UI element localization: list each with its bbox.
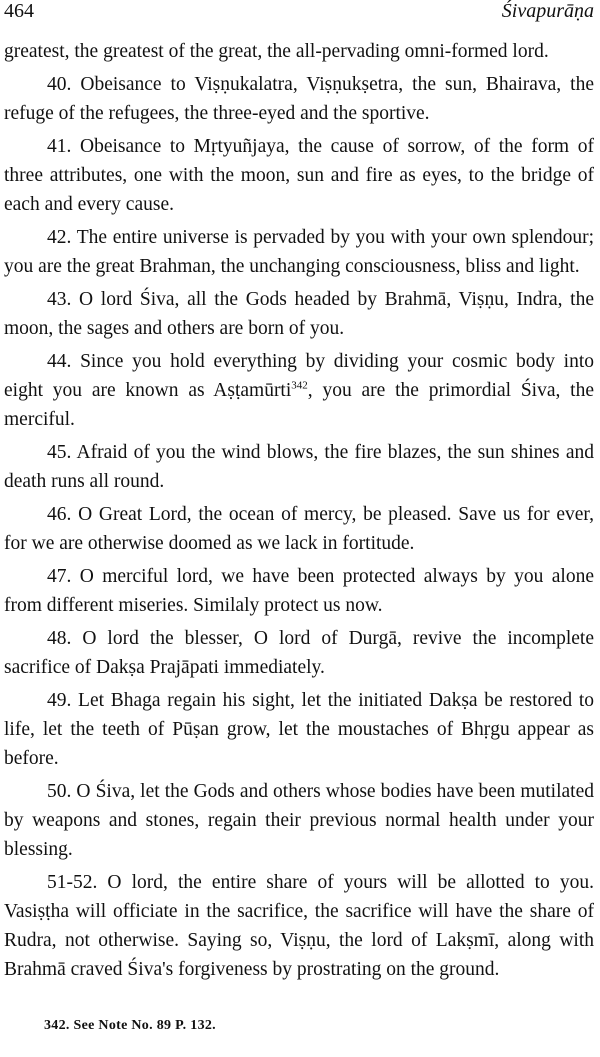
verse-44-text-end: , you are the primordial Śiva, the merciful. xyxy=(4,380,594,430)
verse-50: 50. O Śiva, let the Gods and others whose bodies have been mutilated by weapons and stones, regain their previous normal health under your blessing. xyxy=(4,781,594,860)
paragraph-continuation: greatest, the greatest of the great, the all-pervading omni-formed lord. xyxy=(4,41,549,62)
footnote: 342. See Note No. 89 P. 132. xyxy=(44,1018,216,1033)
verse-40: 40. Obeisance to Viṣṇukalatra, Viṣṇukṣetra, the sun, Bhairava, the refuge of the refugees, the three-eyed and the sportive. xyxy=(4,74,594,124)
verse-42: 42. The entire universe is pervaded by you with your own splendour; you are the great Brahman, the unchanging consciousness, bliss and light. xyxy=(4,227,594,277)
verse-41: 41. Obeisance to Mṛtyuñjaya, the cause of sorrow, of the form of three attributes, one with the moon, sun and fire as eyes, to the bridge of each and every cause. xyxy=(4,136,594,215)
verse-47: 47. O merciful lord, we have been protected always by you alone from different miseries. Similaly protect us now. xyxy=(4,566,594,616)
verse-46: 46. O Great Lord, the ocean of mercy, be pleased. Save us for ever, for we are otherwise doomed as we lack in fortitude. xyxy=(4,504,594,554)
page-header xyxy=(4,0,594,28)
verse-51-52: 51-52. O lord, the entire share of yours will be allotted to you. Vasiṣṭha will officiate in the sacrifice, the sacrifice will have the share of Rudra, not otherwise. Saying so, Viṣṇu, the lord of Lakṣmī, along with Brahmā craved Śiva's forgiveness by prostrating on the ground. xyxy=(4,872,594,980)
verse-45: 45. Afraid of you the wind blows, the fire blazes, the sun shines and death runs all round. xyxy=(4,442,594,492)
footnote-reference: 342 xyxy=(291,379,308,392)
verse-48: 48. O lord the blesser, O lord of Durgā, revive the incomplete sacrifice of Dakṣa Prajāpati immediately. xyxy=(4,628,594,678)
verse-44 xyxy=(4,347,594,434)
page-number: 464 xyxy=(4,0,34,22)
verse-49: 49. Let Bhaga regain his sight, let the initiated Dakṣa be restored to life, let the teeth of Pūṣan grow, let the moustaches of Bhṛgu appear as before. xyxy=(4,690,594,769)
verse-44-text: 44. Since you hold everything by dividing your cosmic body into eight you are known as Aṣṭamūrti xyxy=(4,351,594,401)
page-body xyxy=(4,37,594,984)
running-title: Śivapurāṇa xyxy=(501,0,594,22)
verse-43: 43. O lord Śiva, all the Gods headed by Brahmā, Viṣṇu, Indra, the moon, the sages and others are born of you. xyxy=(4,289,594,339)
